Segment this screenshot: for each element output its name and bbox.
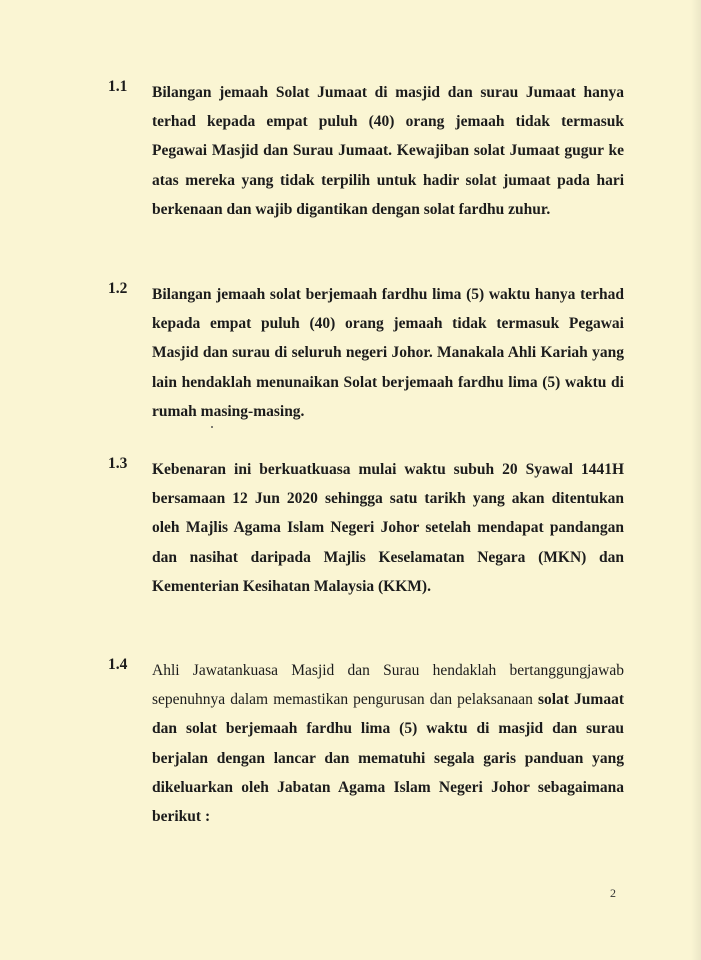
clause-text (152, 656, 624, 831)
clause-number: 1.4 (108, 656, 128, 673)
clause-text: Bilangan jemaah Solat Jumaat di masjid dan surau Jumaat hanya terhad kepada empat puluh (40) orang jemaah tidak termasuk Pegawai Masjid dan Surau Jumaat. Kewajiban solat Jumaat gugur ke atas mereka yang tidak terpilih untuk hadir solat jumaat pada hari berkenaan dan wajib digantikan dengan solat fardhu zuhur. (152, 84, 624, 218)
clause-text: Kebenaran ini berkuatkuasa mulai waktu subuh 20 Syawal 1441H bersamaan 12 Jun 2020 sehingga satu tarikh yang akan ditentukan oleh Majlis Agama Islam Negeri Johor setelah mendapat pandangan dan nasihat daripada Majlis Keselamatan Negara (MKN) dan Kementerian Kesihatan Malaysia (KKM). (152, 461, 624, 595)
stray-mark (211, 426, 213, 428)
page-number: 2 (610, 886, 616, 900)
clause-text-emphasis: solat Jumaat dan solat berjemaah fardhu lima (5) waktu di masjid dan surau berjalan dengan lancar dan mematuhi segala garis panduan yang dikeluarkan oleh Jabatan Agama Islam Negeri Johor sebagaimana berikut : (152, 691, 624, 826)
clause-number: 1.1 (108, 78, 128, 95)
page-edge-shadow (691, 0, 701, 960)
clause-number: 1.2 (108, 280, 128, 297)
clause-text: Bilangan jemaah solat berjemaah fardhu lima (5) waktu hanya terhad kepada empat puluh (40) orang jemaah tidak termasuk Pegawai Masjid dan surau di seluruh negeri Johor. Manakala Ahli Kariah yang lain hendaklah menunaikan Solat berjemaah fardhu lima (5) waktu di rumah masing-masing. (152, 286, 624, 420)
clause-text-intro: Ahli Jawatankuasa Masjid dan Surau hendaklah bertanggungjawab sepenuhnya dalam memastikan pengurusan dan pelaksanaan (152, 662, 624, 709)
clause-number: 1.3 (108, 455, 128, 472)
